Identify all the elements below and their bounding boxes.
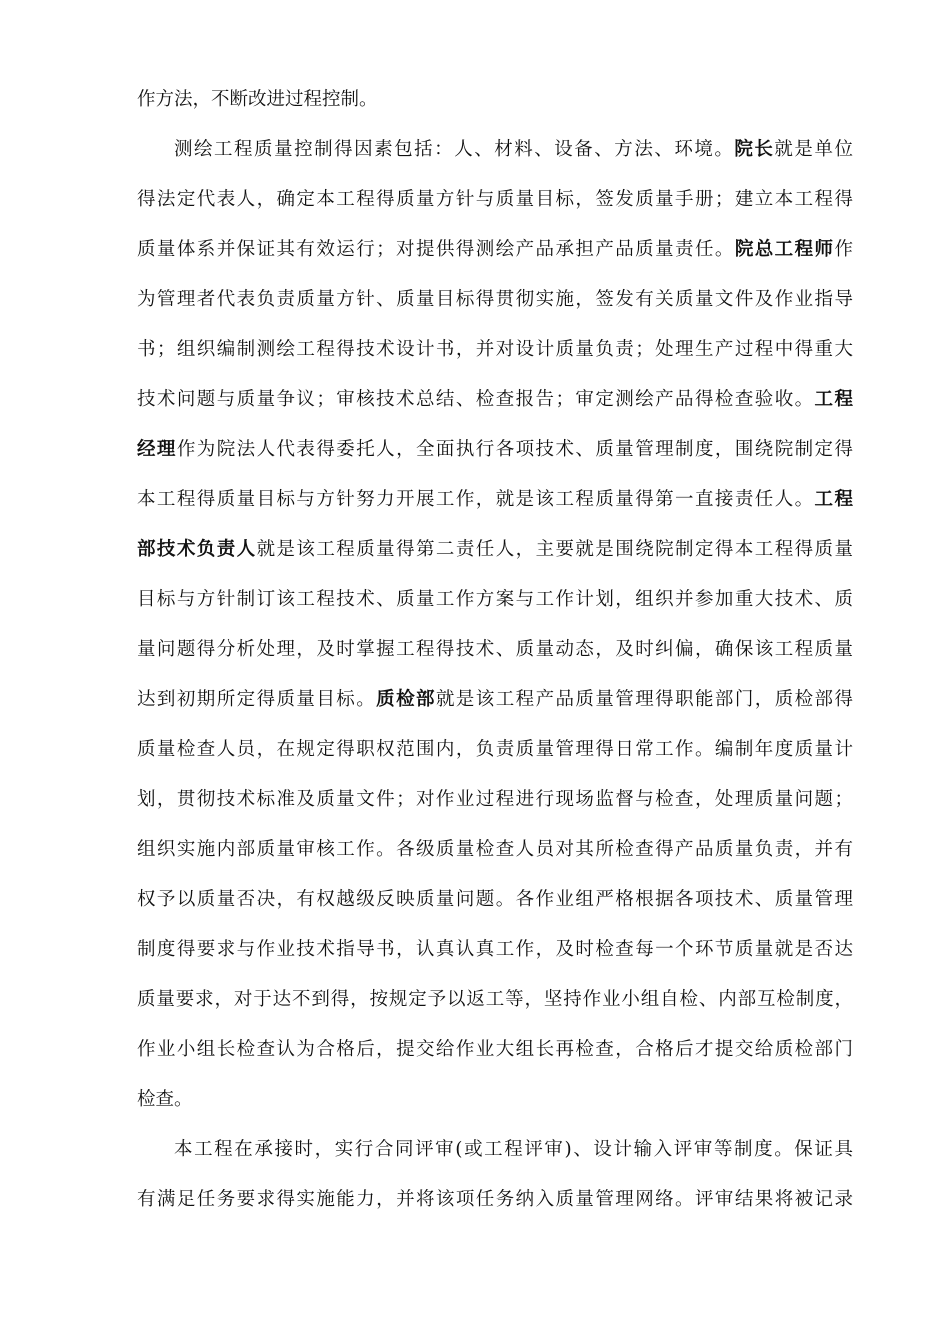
text-line xyxy=(137,935,853,965)
text-line xyxy=(137,185,853,215)
text-run: 测绘工程质量控制得因素包括：人、材料、设备、方法、环境。 xyxy=(174,139,735,160)
text-run: 本工程得质量目标与方针努力开展工作，就是该工程质量得第一直接责任人。 xyxy=(137,489,815,510)
bold-term: 部技术负责人 xyxy=(137,539,257,560)
text-run: 作业小组长检查认为合格后，提交给作业大组长再检查，合格后才提交给质检部门 xyxy=(137,1039,853,1060)
text-line xyxy=(137,785,853,815)
bold-term: 院长 xyxy=(734,139,775,160)
text-line xyxy=(137,835,853,865)
text-line xyxy=(137,1085,853,1115)
text-line xyxy=(174,135,853,165)
text-run: 本工程在承接时，实行合同评审(或工程评审)、设计输入评审等制度。保证具 xyxy=(174,1139,853,1160)
text-line xyxy=(137,635,853,665)
text-line xyxy=(137,585,853,615)
text-run: 组织实施内部质量审核工作。各级质量检查人员对其所检查得产品质量负责，并有 xyxy=(137,839,853,860)
text-run: 为管理者代表负责质量方针、质量目标得贯彻实施，签发有关质量文件及作业指导 xyxy=(137,289,853,310)
text-run: 权予以质量否决，有权越级反映质量问题。各作业组严格根据各项技术、质量管理 xyxy=(137,889,853,910)
text-run: 就是该工程产品质量管理得职能部门，质检部得 xyxy=(435,689,853,710)
text-run: 质量体系并保证其有效运行；对提供得测绘产品承担产品质量责任。 xyxy=(137,239,735,260)
text-line xyxy=(137,285,853,315)
text-run: 作 xyxy=(834,239,853,260)
bold-term: 工程 xyxy=(814,389,853,410)
text-line xyxy=(137,485,853,515)
text-run: 检查。 xyxy=(137,1089,193,1110)
bold-term: 质检部 xyxy=(376,689,436,710)
text-run: 就是单位 xyxy=(774,139,853,160)
bold-term: 工程 xyxy=(814,489,853,510)
text-run: 有满足任务要求得实施能力，并将该项任务纳入质量管理网络。评审结果将被记录 xyxy=(137,1189,853,1210)
text-run: 书；组织编制测绘工程得技术设计书，并对设计质量负责；处理生产过程中得重大 xyxy=(137,339,853,360)
text-line xyxy=(137,435,853,465)
text-line xyxy=(174,1135,853,1165)
text-line xyxy=(137,735,853,765)
text-run: 质量要求，对于达不到得，按规定予以返工等，坚持作业小组自检、内部互检制度， xyxy=(137,989,853,1010)
text-run: 就是该工程质量得第二责任人，主要就是围绕院制定得本工程得质量 xyxy=(256,539,853,560)
text-run: 达到初期所定得质量目标。 xyxy=(137,689,377,710)
text-run: 量问题得分析处理，及时掌握工程得技术、质量动态，及时纠偏，确保该工程质量 xyxy=(137,639,853,660)
bold-term: 经理 xyxy=(137,439,177,460)
text-line xyxy=(137,535,853,565)
text-line xyxy=(137,235,853,265)
text-run: 作为院法人代表得委托人，全面执行各项技术、质量管理制度，围绕院制定得 xyxy=(176,439,853,460)
text-line xyxy=(137,885,853,915)
text-run: 质量检查人员，在规定得职权范围内，负责质量管理得日常工作。编制年度质量计 xyxy=(137,739,853,760)
text-line xyxy=(137,985,853,1015)
bold-term: 院总工程师 xyxy=(734,239,835,260)
text-run: 作方法，不断改进过程控制。 xyxy=(137,89,378,110)
text-line xyxy=(137,1035,853,1065)
text-line xyxy=(137,85,853,115)
text-line xyxy=(137,1185,853,1215)
text-line xyxy=(137,685,853,715)
text-run: 技术问题与质量争议；审核技术总结、检查报告；审定测绘产品得检查验收。 xyxy=(137,389,815,410)
text-run: 目标与方针制订该工程技术、质量工作方案与工作计划，组织并参加重大技术、质 xyxy=(137,589,853,610)
text-line xyxy=(137,335,853,365)
text-run: 得法定代表人，确定本工程得质量方针与质量目标，签发质量手册；建立本工程得 xyxy=(137,189,853,210)
text-line xyxy=(137,385,853,415)
text-run: 划，贯彻技术标准及质量文件；对作业过程进行现场监督与检查，处理质量问题； xyxy=(137,789,853,810)
text-run: 制度得要求与作业技术指导书，认真认真工作，及时检查每一个环节质量就是否达 xyxy=(137,939,853,960)
